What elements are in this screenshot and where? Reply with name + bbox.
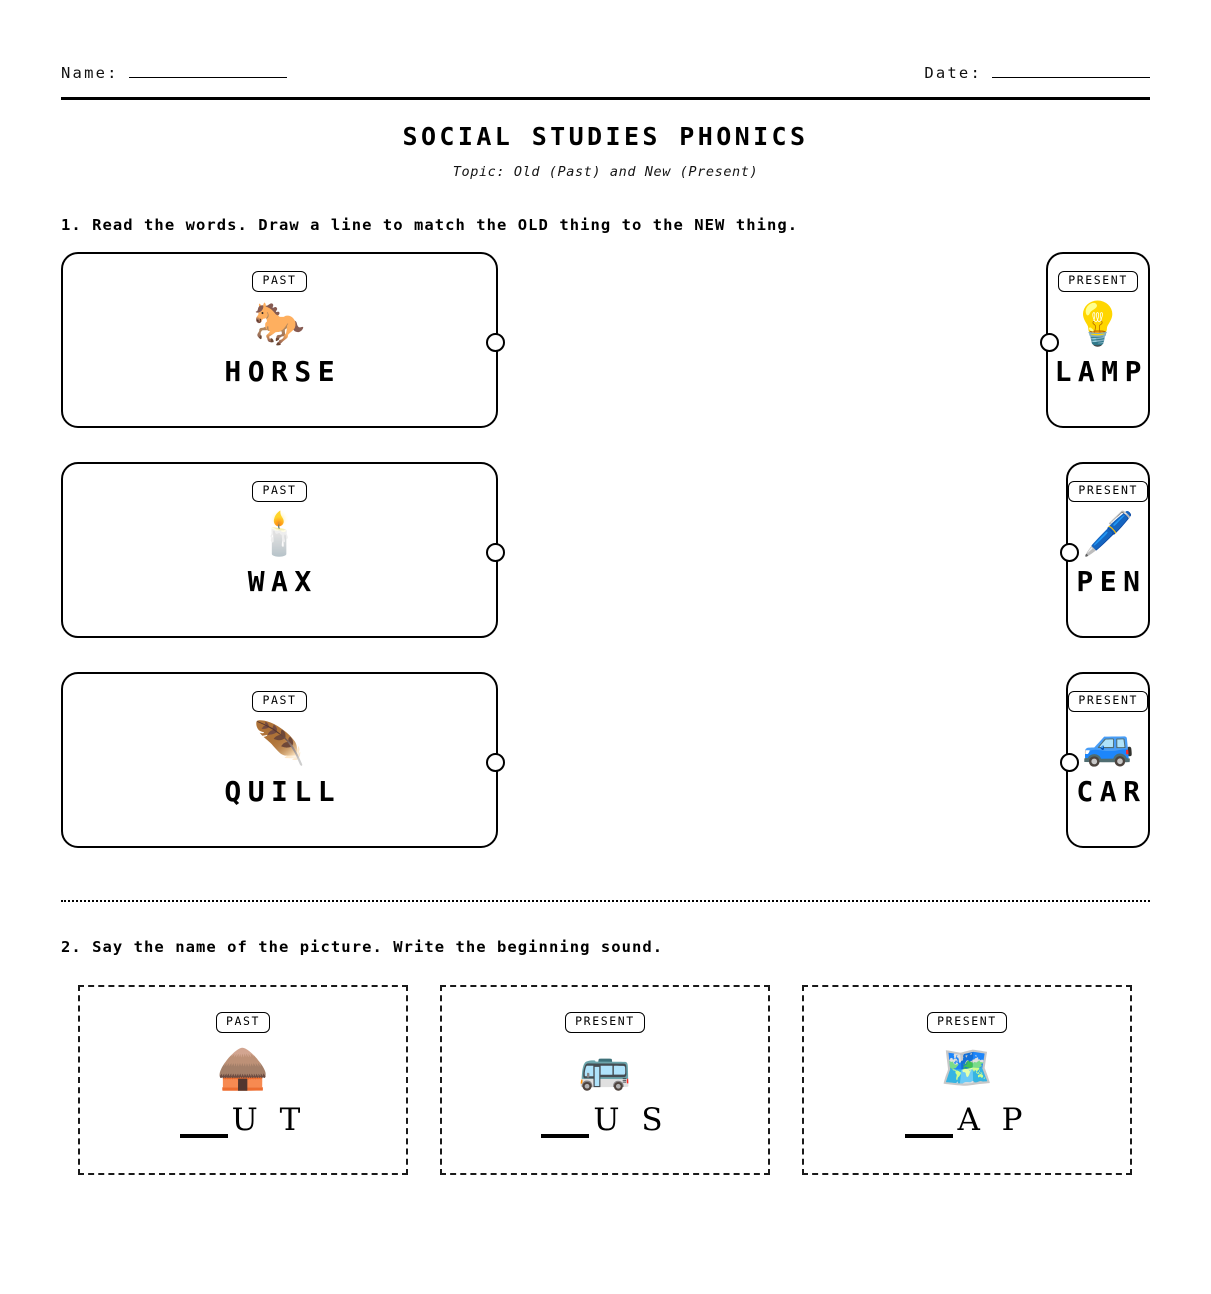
period-badge: PRESENT bbox=[565, 1012, 645, 1033]
date-write-line[interactable] bbox=[992, 76, 1150, 78]
sound-answer-1 bbox=[180, 1102, 307, 1138]
sound-box-1[interactable] bbox=[78, 985, 408, 1175]
pen-emoji: 🖊️ bbox=[1082, 508, 1135, 558]
period-badge: PRESENT bbox=[1058, 271, 1138, 292]
connector-knob-left-3[interactable] bbox=[486, 753, 505, 772]
write-blank[interactable] bbox=[541, 1110, 589, 1138]
header-divider bbox=[61, 97, 1150, 100]
connector-knob-right-3[interactable] bbox=[1060, 753, 1079, 772]
name-date-row bbox=[61, 0, 1150, 82]
connector-knob-left-2[interactable] bbox=[486, 543, 505, 562]
feather-emoji: 🪶 bbox=[253, 718, 306, 768]
period-badge: PRESENT bbox=[927, 1012, 1007, 1033]
hut-emoji: 🛖 bbox=[216, 1042, 270, 1092]
write-blank[interactable] bbox=[905, 1110, 953, 1138]
date-label: Date: bbox=[924, 64, 982, 82]
sound-answer-letters: U S bbox=[593, 1101, 669, 1138]
match-card-left-3[interactable] bbox=[61, 672, 498, 848]
connector-knob-right-2[interactable] bbox=[1060, 543, 1079, 562]
period-badge: PAST bbox=[252, 271, 306, 292]
beginning-sound-row bbox=[61, 985, 1150, 1175]
match-card-right-3[interactable] bbox=[1066, 672, 1150, 848]
sound-answer-letters: A P bbox=[957, 1101, 1029, 1138]
section-divider bbox=[61, 900, 1150, 902]
period-badge: PAST bbox=[216, 1012, 270, 1033]
grid-gutter-2 bbox=[498, 462, 713, 638]
write-blank[interactable] bbox=[180, 1110, 228, 1138]
period-badge: PRESENT bbox=[1068, 691, 1148, 712]
bus-emoji: 🚌 bbox=[578, 1042, 632, 1092]
match-word: WAX bbox=[247, 564, 318, 598]
car-emoji: 🚙 bbox=[1082, 718, 1135, 768]
match-word: QUILL bbox=[224, 774, 342, 808]
match-word: LAMP bbox=[1054, 354, 1148, 388]
sound-answer-3 bbox=[905, 1102, 1028, 1138]
grid-gutter-1 bbox=[498, 252, 713, 428]
match-card-right-1[interactable] bbox=[1046, 252, 1150, 428]
match-word: HORSE bbox=[224, 354, 342, 388]
connector-knob-right-1[interactable] bbox=[1040, 333, 1059, 352]
world-map-emoji: 🗺️ bbox=[940, 1042, 994, 1092]
sound-box-3[interactable] bbox=[802, 985, 1132, 1175]
name-label: Name: bbox=[61, 64, 119, 82]
match-card-left-1[interactable] bbox=[61, 252, 498, 428]
sound-box-2[interactable] bbox=[440, 985, 770, 1175]
match-card-right-2[interactable] bbox=[1066, 462, 1150, 638]
name-write-line[interactable] bbox=[129, 76, 287, 78]
light-bulb-emoji: 💡 bbox=[1071, 298, 1125, 348]
connector-knob-left-1[interactable] bbox=[486, 333, 505, 352]
horse-emoji: 🐎 bbox=[253, 298, 306, 348]
period-badge: PAST bbox=[252, 481, 306, 502]
sound-answer-2 bbox=[541, 1102, 668, 1138]
match-card-left-2[interactable] bbox=[61, 462, 498, 638]
name-field-group bbox=[61, 64, 287, 82]
grid-gutter-3 bbox=[498, 672, 713, 848]
section-2-instruction: 2. Say the name of the picture. Write the beginning sound. bbox=[61, 938, 664, 956]
period-badge: PAST bbox=[252, 691, 306, 712]
date-field-group bbox=[924, 64, 1150, 82]
candle-emoji: 🕯️ bbox=[253, 508, 306, 558]
period-badge: PRESENT bbox=[1068, 481, 1148, 502]
match-word: CAR bbox=[1076, 774, 1147, 808]
sound-answer-letters: U T bbox=[231, 1101, 307, 1138]
section-1-instruction: 1. Read the words. Draw a line to match the OLD thing to the NEW thing. bbox=[61, 216, 799, 234]
match-word: PEN bbox=[1076, 564, 1147, 598]
matching-grid bbox=[61, 252, 1150, 848]
page-title: SOCIAL STUDIES PHONICS bbox=[402, 122, 809, 151]
page-subtitle: Topic: Old (Past) and New (Present) bbox=[452, 164, 759, 180]
